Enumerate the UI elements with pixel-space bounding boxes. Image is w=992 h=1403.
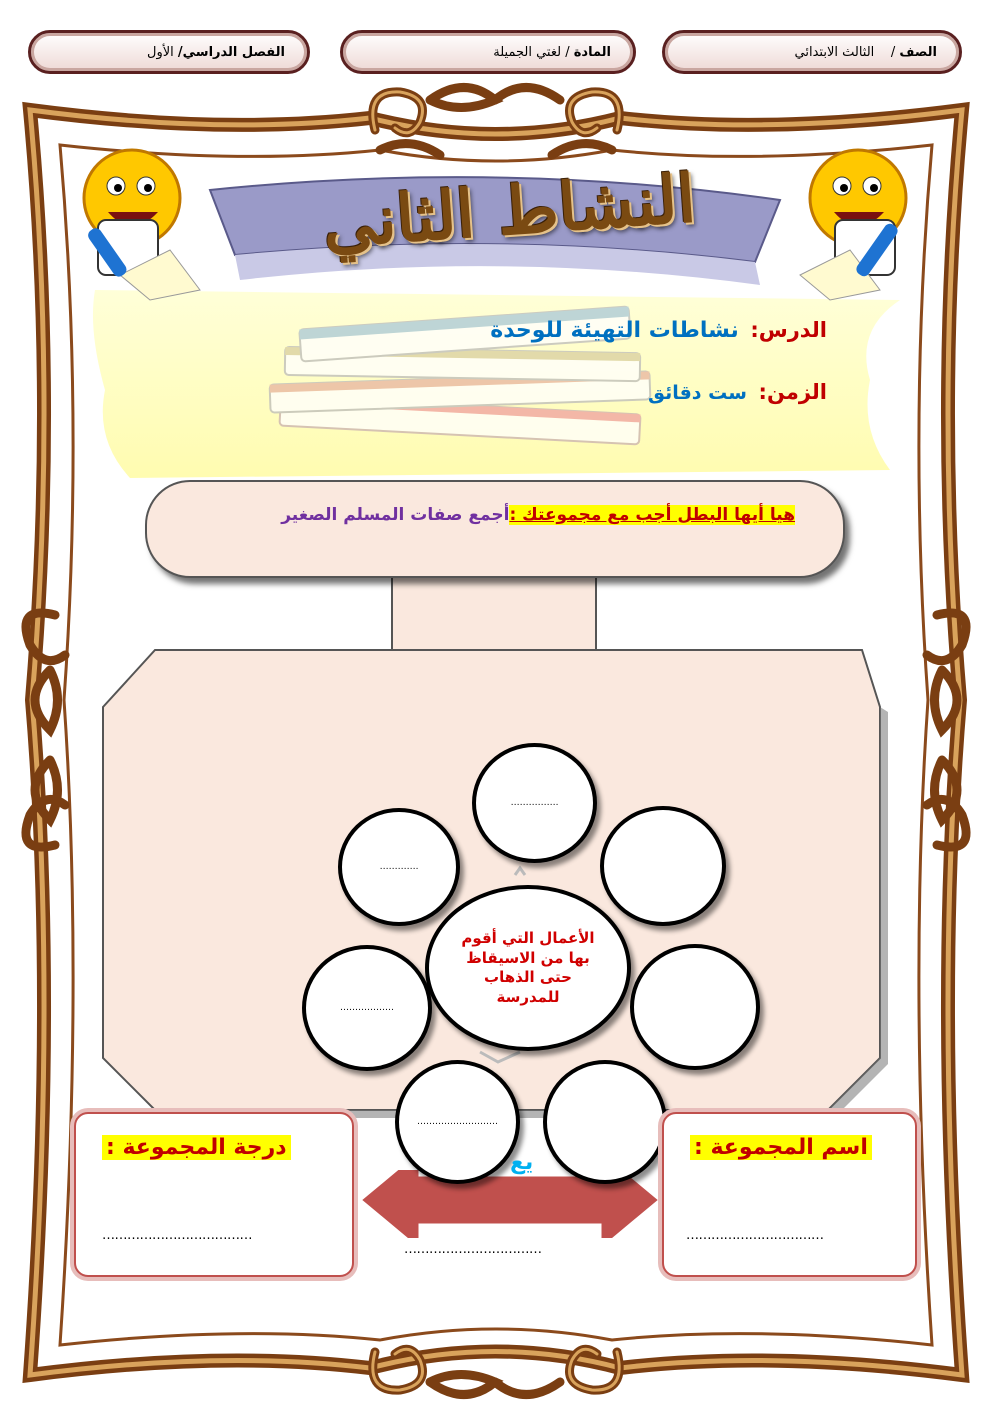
mindmap-node-upper-left[interactable]: …………. — [338, 808, 460, 926]
grade-separator: / — [890, 44, 896, 60]
grade-pill — [662, 30, 962, 74]
grade-value: الثالث الابتدائي — [794, 44, 875, 60]
activity-title: النشاط الثاني — [320, 159, 699, 263]
semester-value: الأول — [147, 44, 174, 60]
mindmap-node-upper-right[interactable] — [600, 806, 726, 926]
prompt-text — [175, 505, 795, 525]
smiley-right-icon — [800, 150, 906, 300]
subject-value: / لغتي الجميلة — [493, 44, 570, 60]
mindmap-node-top[interactable]: ……………. — [472, 743, 597, 863]
prompt-highlight: هيا أيها البطل أجب مع مجموعتك : — [509, 505, 795, 525]
grade-label: الصف — [899, 44, 937, 60]
mindmap-node-bottom-right[interactable] — [543, 1060, 667, 1184]
subject-pill — [340, 30, 636, 74]
middle-dots-field[interactable]: …………………………… — [404, 1242, 542, 1257]
mindmap-node-bottom-left[interactable]: ……………………… — [395, 1060, 520, 1184]
group-name-label: اسم المجموعة : — [690, 1135, 872, 1160]
prompt-instruction: أجمع صفات المسلم الصغير — [281, 505, 510, 525]
time-line — [648, 380, 827, 404]
smiley-left-icon — [84, 150, 200, 300]
time-label: الزمن: — [758, 380, 827, 404]
lesson-line — [490, 318, 827, 343]
group-grade-label: درجة المجموعة : — [102, 1135, 291, 1160]
group-grade-field[interactable]: ……………………………… — [102, 1228, 252, 1243]
group-name-field[interactable]: …………………………… — [686, 1228, 824, 1243]
time-value: ست دقائق — [647, 382, 747, 404]
lesson-label: الدرس: — [750, 318, 827, 342]
mindmap-center: الأعمال التي أقوم بها من الاسيقاظ حتى الذهاب للمدرسة — [425, 885, 631, 1051]
middle-partial-label: يع — [510, 1150, 534, 1175]
mindmap-node-left[interactable]: ……………… — [302, 945, 432, 1071]
mindmap-node-right[interactable] — [630, 944, 760, 1070]
prompt-box — [145, 480, 845, 578]
lesson-value: نشاطات التهيئة للوحدة — [490, 318, 739, 343]
semester-label: الفصل الدراسي/ — [177, 44, 285, 60]
subject-label: المادة — [573, 44, 611, 60]
semester-pill — [28, 30, 310, 74]
